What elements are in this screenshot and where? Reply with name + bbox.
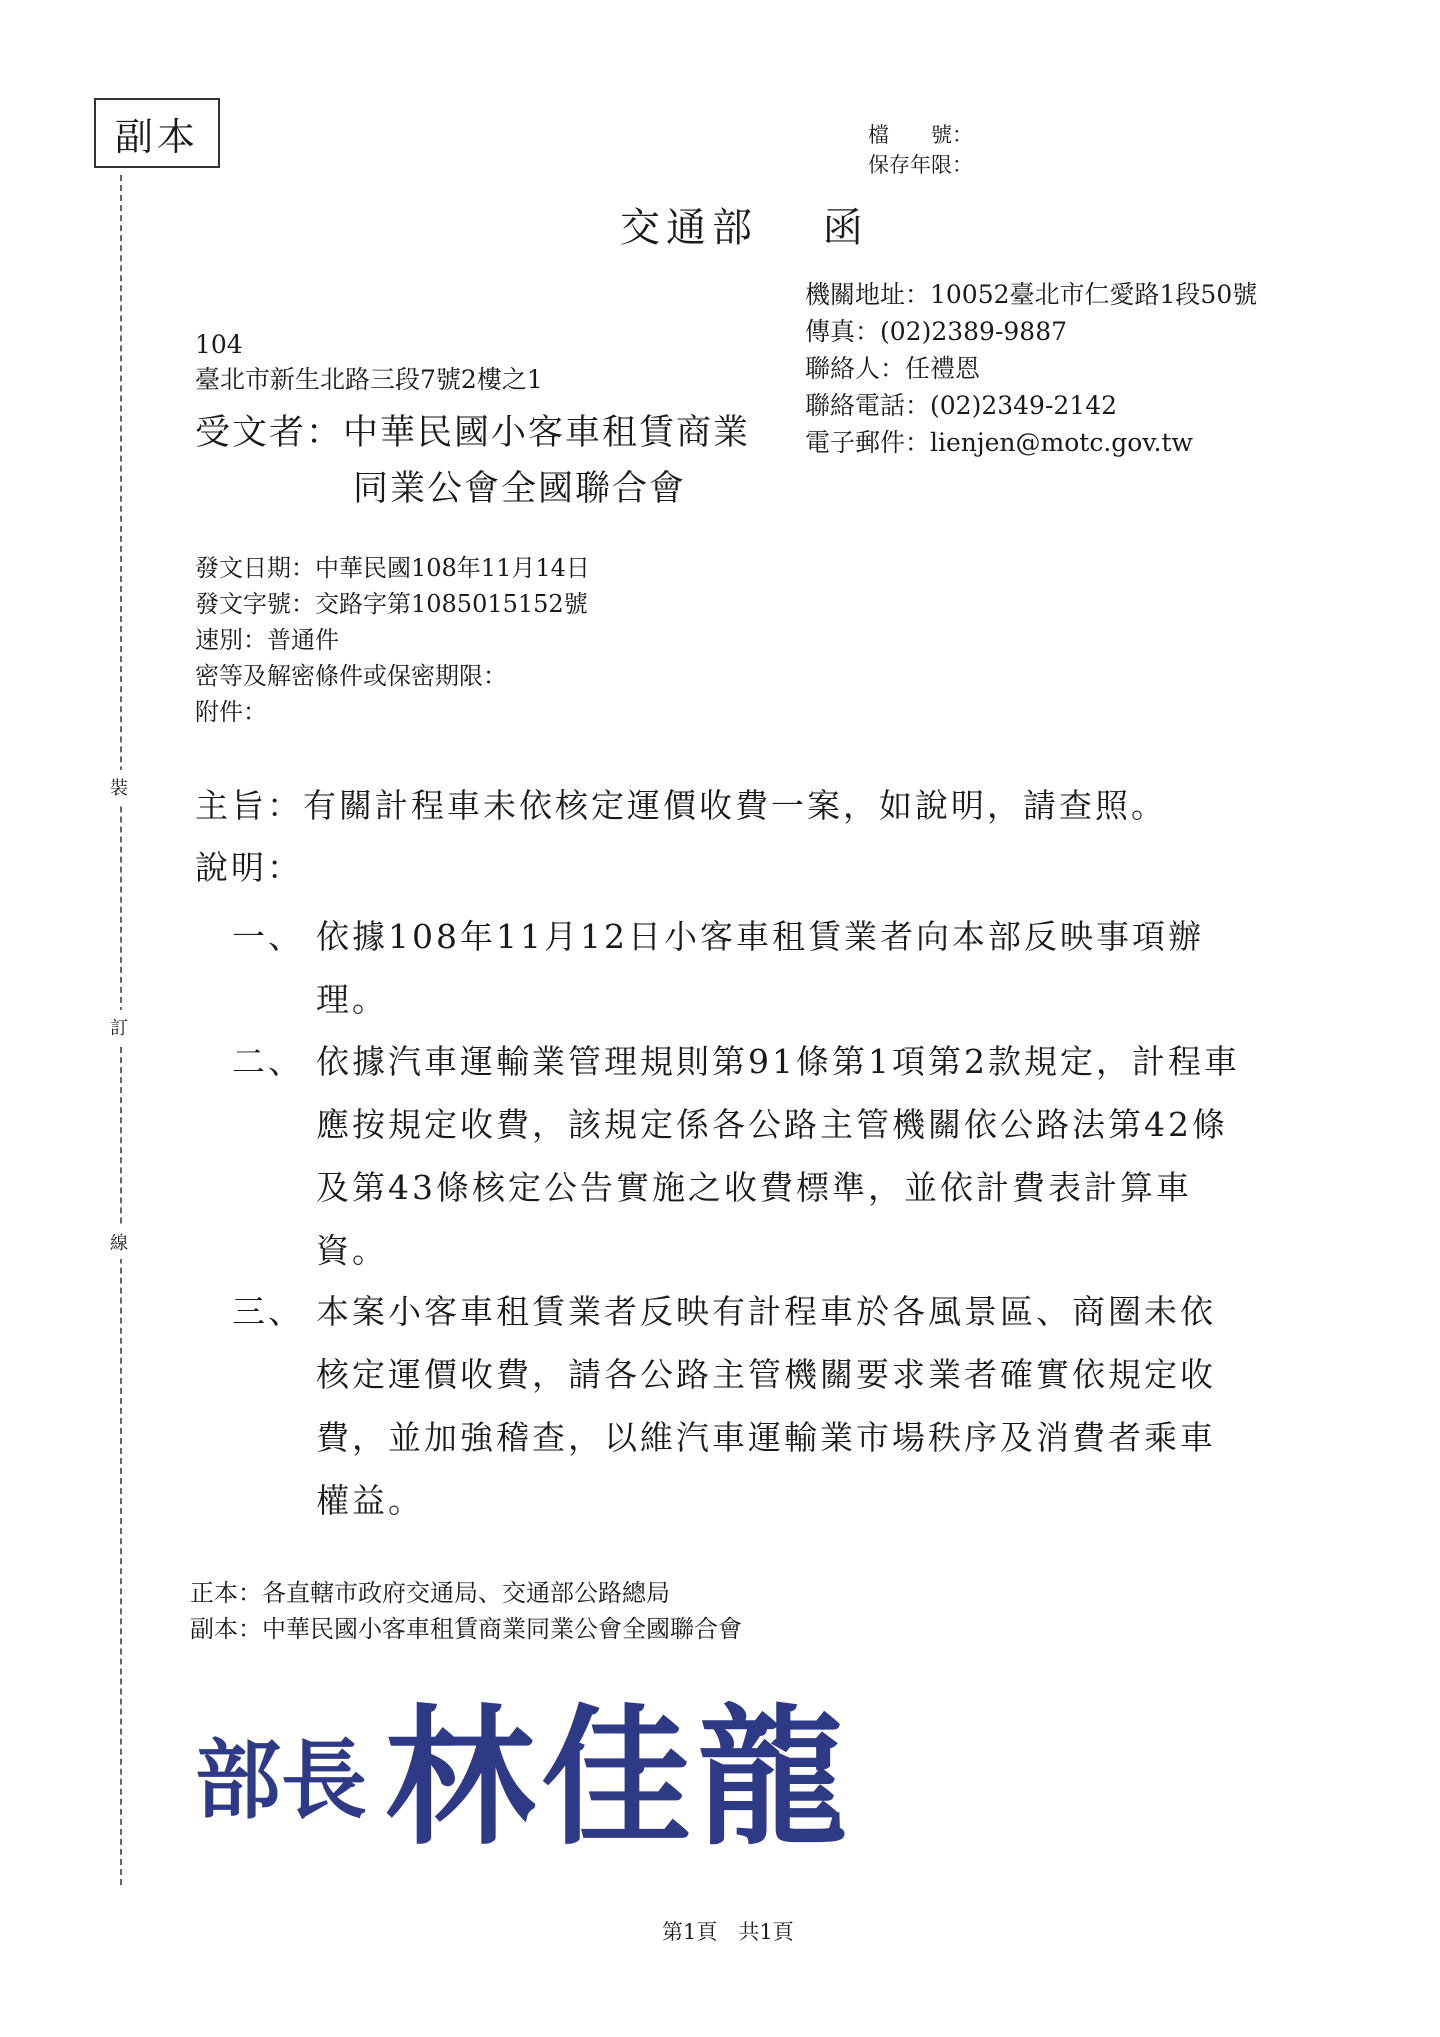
item-line: 及第43條核定公告實施之收費標準，並依計費表計算車 [316,1168,1192,1207]
explanation-item-2 [232,1030,1312,1282]
item-line: 理。 [316,980,388,1019]
recipient-line-2: 同業公會全國聯合會 [353,469,687,509]
file-number-label: 檔 號： [868,123,973,147]
agency-email: 電子郵件：lienjen@motc.gov.tw [805,428,1193,457]
agency-fax: 傳真：(02)2389-9887 [805,317,1068,346]
item-line: 核定運價收費，請各公路主管機關要求業者確實依規定收 [316,1355,1216,1394]
signature-title: 部長 [195,1730,367,1831]
binding-mark-zhuang: 裝 [110,770,128,804]
explanation-item-1 [232,905,1312,1031]
page-number: 第1頁 共1頁 [662,1920,794,1944]
agency-phone: 聯絡電話：(02)2349-2142 [805,391,1118,420]
item-line: 權益。 [316,1481,424,1520]
item-line: 本案小客車租賃業者反映有計程車於各風景區、商圈未依 [316,1292,1216,1331]
delivery-speed: 速別：普通件 [195,626,339,654]
minister-signature-stamp [195,1680,895,1870]
document-meta [195,550,590,730]
item-line: 費，並加強稽查，以維汽車運輸業市場秩序及消費者乘車 [316,1418,1216,1457]
item-line: 應按規定收費，該規定係各公路主管機關依公路法第42條 [316,1105,1228,1144]
item-number: 一、 [232,917,304,956]
binding-mark-xian: 線 [110,1225,128,1259]
document-title: 交通部 函 [620,205,869,251]
item-line: 資。 [316,1231,388,1270]
explanation-heading: 說明： [195,848,303,887]
recipient-zip: 104 [195,330,243,359]
copy-recipients: 副本：中華民國小客車租賃商業同業公會全國聯合會 [190,1615,742,1643]
issue-date: 發文日期：中華民國108年11月14日 [195,554,590,582]
agency-contact: 聯絡人：任禮恩 [805,354,981,383]
secrecy-level: 密等及解密條件或保密期限： [195,662,507,690]
explanation-item-3 [232,1280,1312,1532]
item-line: 依據汽車運輸業管理規則第91條第1項第2款規定，計程車 [316,1042,1240,1081]
recipient-line-1: 受文者：中華民國小客車租賃商業 [195,413,751,453]
file-meta [868,120,973,180]
copy-stamp: 副本 [94,98,220,168]
retention-label: 保存年限： [868,153,973,177]
agency-info [805,276,1257,461]
item-number: 二、 [232,1042,304,1081]
original-recipients: 正本：各直轄市政府交通局、交通部公路總局 [190,1579,670,1607]
binding-mark-ding: 訂 [110,1010,128,1044]
subject: 主旨：有關計程車未依核定運價收費一案，如說明，請查照。 [195,786,1167,825]
item-line: 依據108年11月12日小客車租賃業者向本部反映事項辦 [316,917,1204,956]
agency-address: 機關地址：10052臺北市仁愛路1段50號 [805,280,1258,309]
signature-name: 林佳龍 [385,1690,854,1866]
recipient-address: 臺北市新生北路三段7號2樓之1 [195,365,543,394]
doc-number: 發文字號：交路字第1085015152號 [195,590,588,618]
attachments: 附件： [195,698,267,726]
distribution-list [190,1575,742,1647]
recipient [195,405,750,517]
item-number: 三、 [232,1292,304,1331]
